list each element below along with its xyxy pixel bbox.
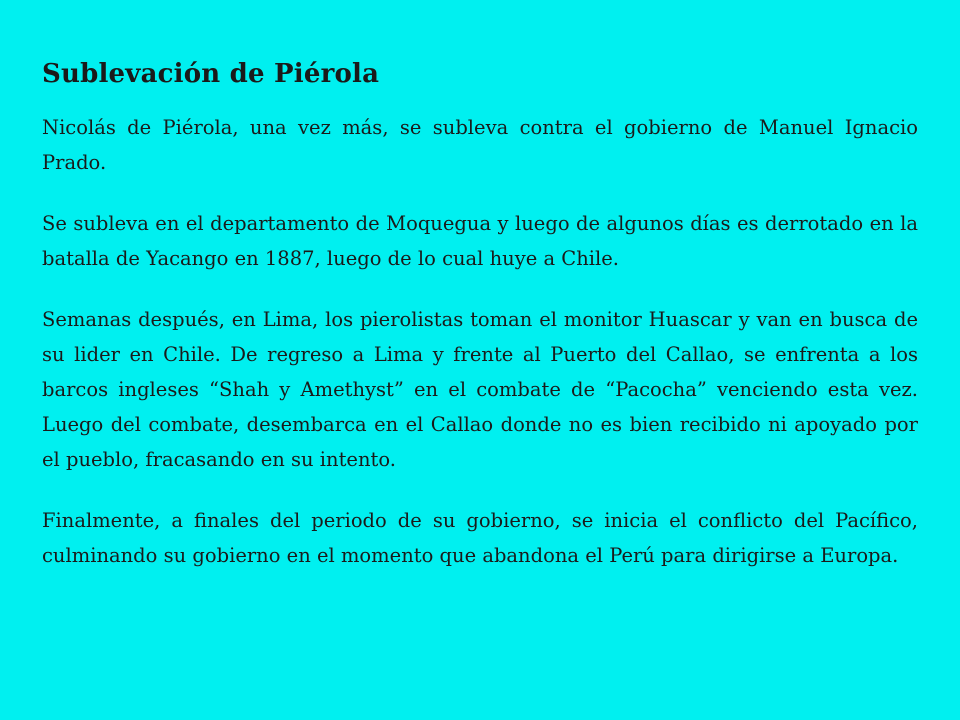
paragraph-1: Nicolás de Piérola, una vez más, se subleva contra el gobierno de Manuel Ignacio Prado. xyxy=(42,116,918,174)
slide-body xyxy=(42,110,918,599)
paragraph-3: Semanas después, en Lima, los pierolistas toman el monitor Huascar y van en busca de su lider en Chile. De regreso a Lima y frente al Puerto del Callao, se enfrenta a los barcos ingleses “Shah y Amethyst” en el combate de “Pacocha” venciendo esta vez. Luego del combate, desembarca en el Callao donde no es bien recibido ni apoyado por el pueblo, fracasando en su intento. xyxy=(42,308,918,471)
paragraph-4: Finalmente, a finales del periodo de su gobierno, se inicia el conflicto del Pacífico, culminando su gobierno en el momento que abandona el Perú para dirigirse a Europa. xyxy=(42,509,918,567)
slide-title: Sublevación de Piérola xyxy=(42,59,380,89)
paragraph-2: Se subleva en el departamento de Moquegua y luego de algunos días es derrotado en la batalla de Yacango en 1887, luego de lo cual huye a Chile. xyxy=(42,212,918,270)
